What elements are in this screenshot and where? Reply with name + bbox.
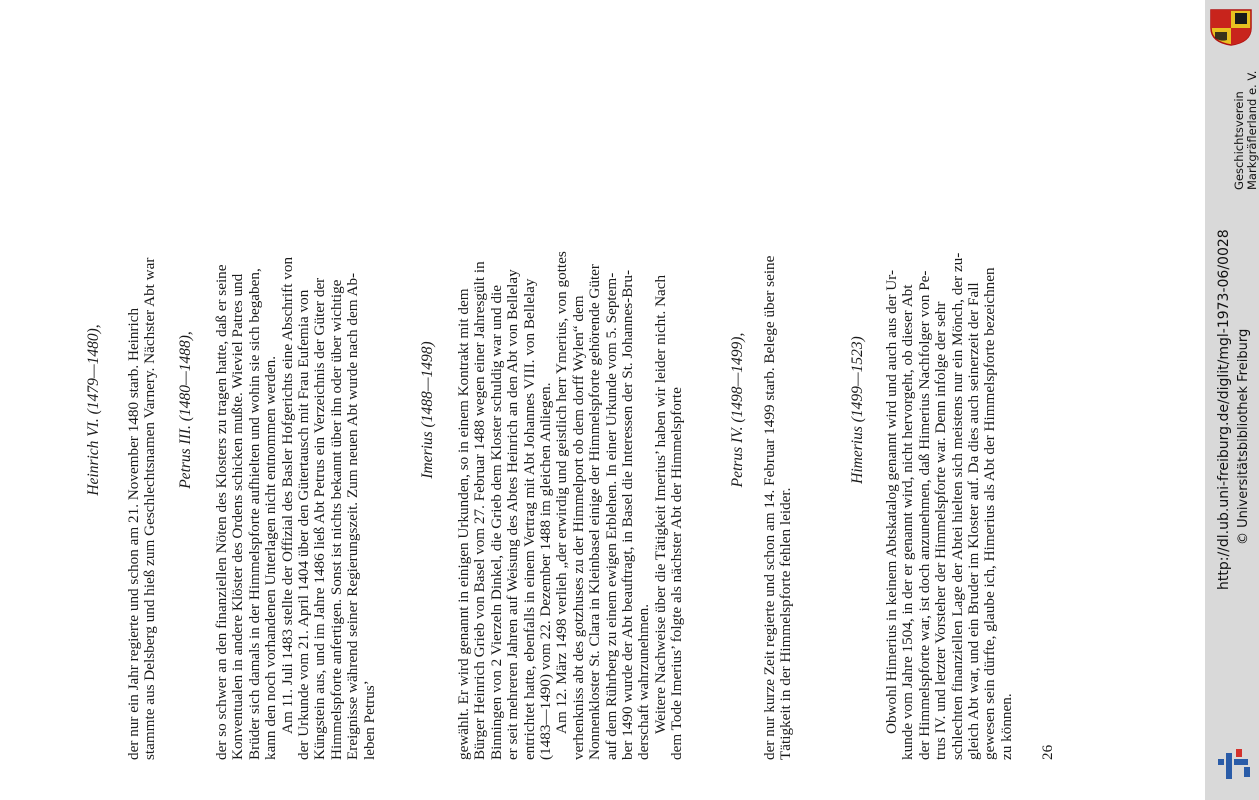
rotated-text-block: [80, 60, 1080, 760]
source-url-link[interactable]: http://dl.ub.uni-freiburg.de/diglit/mgl-1973-06/0028: [1216, 229, 1232, 590]
text-line: der nur ein Jahr regierte und schon am 21. November 1480 starb. Heinrich: [125, 307, 142, 760]
text-line: der Urkunde vom 21. April 1404 über den Gütertausch mit Frau Eufemia von: [295, 289, 313, 760]
text-line: Binningen von 2 Vierzeln Dinkel, die Grieb dem Kloster schuldig war und die: [487, 284, 505, 760]
society-name-line-1: Geschichtsverein: [1232, 91, 1246, 190]
text-line: gewesen sein dürfte, glaube ich, Himerius als Abt der Himmelspforte bezeichnen: [981, 267, 999, 760]
text-line: verhenkniss abt des gotzhuses zu der Himmelport ob dem dorff Wylen“ dem: [569, 295, 587, 760]
text-line: Am 12. März 1498 verlieh „der erwirdig und geistlich herr Ymerius, von gottes: [553, 251, 571, 734]
text-line: Weitere Nachweise über die Tätigkeit Imerius’ haben wir leider nicht. Nach: [651, 274, 669, 734]
text-line: derschaft wahrzunehmen.: [635, 603, 653, 760]
society-name-line-2: Markgräflerland e. V.: [1245, 70, 1259, 190]
paragraph: [762, 75, 795, 760]
text-line: gleich Abt war, und ein Bruder im Kloster auf. Da dies auch seinerzeit der Fall: [965, 282, 983, 760]
copyright-text: © Universitätsbibliothek Freiburg: [1236, 328, 1251, 545]
paragraph: [214, 75, 378, 760]
text-line: der nur kurze Zeit regierte und schon am 14. Februar 1499 starb. Belege über seine: [761, 255, 778, 760]
text-line: stammte aus Delsberg und hieß zum Geschlechtsnamen Varnery. Nächster Abt war: [141, 257, 159, 760]
text-line: schlechten finanziellen Lage der Abtei hielten sich meistens nur ein Mönch, der zu-: [948, 252, 966, 760]
text-line: dem Tode Imerius’ folgte als nächster Abt der Himmelspforte: [668, 387, 686, 760]
text-line: er seit mehreren Jahren auf Weisung des Abtes Heinrich an den Abt von Bellelay: [504, 269, 522, 760]
text-line: entrichtet hatte, ebenfalls in einem Vertrag mit Abt Johannes VIII. von Bellelay: [520, 278, 538, 760]
ub-freiburg-logo-icon: [1212, 745, 1254, 785]
text-line: kunde vom Jahre 1504, in der er genannt wird, nicht hervorgeht, ob dieser Abt: [899, 284, 917, 760]
text-line: Am 11. Juli 1483 stellte der Offizial des Basler Hofgerichts eine Abschrift von: [278, 256, 296, 734]
text-line: Bürger Heinrich Grieb von Basel vom 27. Februar 1488 wegen einer Jahresgült in: [471, 261, 489, 760]
paragraph: [884, 75, 1015, 760]
text-line: Obwohl Himerius in keinem Abtskatalog genannt wird und auch aus der Ur-: [883, 269, 900, 734]
section-heading: Petrus IV. (1498—1499),: [729, 332, 746, 488]
text-line: ber 1490 wurde der Abt beauftragt, in Basel die Interessen der St. Johannes-Bru-: [619, 269, 637, 760]
paragraph: [456, 75, 686, 760]
text-line: Nonnenkloster St. Clara in Kleinbasel einige der Himmelspforte gehörende Güter: [586, 264, 604, 760]
text-line: zu können.: [997, 693, 1015, 760]
text-line: Brüder sich damals in der Himmelspforte aufhielten und wohin sie sich begaben,: [245, 268, 263, 760]
text-line: Konventualen in andere Klöster des Ordens schicken mußte. Wieviel Patres und: [229, 273, 247, 760]
section-heading: Heinrich VI. (1479—1480),: [85, 324, 102, 496]
text-line: der Himmelspforte war, ist doch anzunehmen, daß Himerius Nachfolger von Pe-: [915, 270, 933, 760]
text-line: auf dem Rührberg zu einem ewigen Erblehen. In einer Urkunde vom 5. Septem-: [602, 272, 620, 760]
text-line: der so schwer an den finanziellen Nöten des Klosters zu tragen hatte, daß er seine: [213, 264, 230, 760]
text-line: trus IV. und letzter Vorsteher der Himmelspforte war. Denn infolge der sehr: [932, 301, 950, 760]
text-line: leben Petrus’: [360, 680, 378, 760]
text-line: Tätigkeit in der Himmelspforte fehlen leider.: [777, 487, 795, 760]
society-crest-icon: [1209, 8, 1253, 46]
text-line: kann den noch vorhandenen Unterlagen nicht entnommen werden.: [262, 355, 280, 760]
text-line: gewählt. Er wird genannt in einigen Urkunden, so in einem Kontrakt mit dem: [455, 288, 472, 760]
paragraph: [126, 75, 159, 760]
section-heading: Petrus III. (1480—1488),: [177, 331, 194, 489]
section-heading: Himerius (1499—1523): [849, 336, 866, 484]
text-line: Ereignisse während seiner Regierungszeit. Zum neuen Abt wurde nach dem Ab-: [344, 272, 362, 760]
section-heading: Imerius (1488—1498): [419, 341, 436, 479]
text-line: Küngstein aus, und im Jahre 1486 ließ Abt Petrus ein Verzeichnis der Güter der: [311, 277, 329, 760]
text-line: (1483—1490) vom 22. Dezember 1488 im gleichen Anliegen.: [537, 382, 555, 760]
text-line: Himmelspforte anfertigen. Sonst ist nichts bekannt über ihn oder über wichtige: [327, 279, 345, 760]
page-number: 26: [1039, 744, 1056, 760]
